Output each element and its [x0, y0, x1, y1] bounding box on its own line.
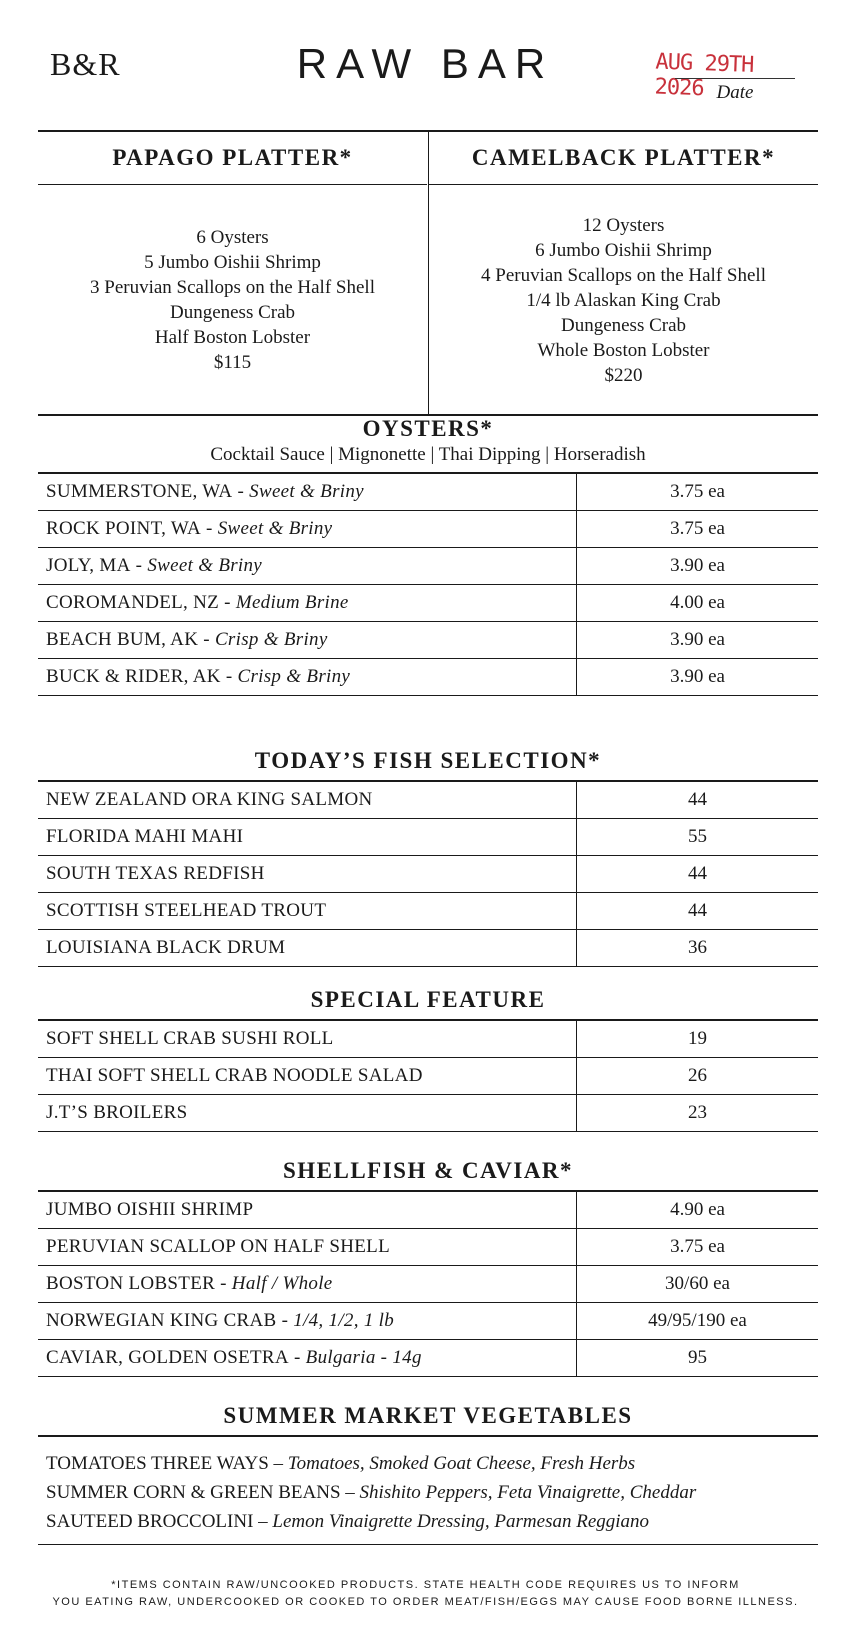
item-price: 4.00 ea	[670, 592, 725, 613]
item-name-cell	[38, 1340, 577, 1376]
vegetable-item	[46, 1507, 810, 1536]
platter-item: 6 Jumbo Oishii Shrimp	[535, 239, 712, 261]
platter-item: 4 Peruvian Scallops on the Half Shell	[481, 264, 766, 286]
item-price: 49/95/190 ea	[648, 1310, 747, 1331]
shellfish-section	[38, 1158, 818, 1377]
item-description: - Half / Whole	[215, 1273, 333, 1294]
item-name: PERUVIAN SCALLOP ON HALF SHELL	[46, 1236, 390, 1257]
item-name-cell	[38, 585, 577, 621]
platter-item: 6 Oysters	[196, 227, 269, 248]
item-name: J.T’S BROILERS	[46, 1102, 188, 1123]
item-description: - Bulgaria - 14g	[288, 1347, 422, 1368]
table-row	[38, 782, 818, 819]
vegetable-item	[46, 1478, 810, 1507]
item-description: - Sweet & Briny	[130, 555, 263, 576]
item-name-cell	[38, 856, 577, 892]
item-name-cell	[38, 548, 577, 584]
item-name-cell	[38, 819, 577, 855]
item-name-cell	[38, 1303, 577, 1339]
table-row	[38, 893, 818, 930]
table-row	[38, 1192, 818, 1229]
platter-item: Dungeness Crab	[169, 302, 296, 323]
platter-item: Whole Boston Lobster	[537, 339, 710, 361]
table-row	[38, 548, 818, 585]
item-name-cell	[38, 1229, 577, 1265]
item-price: 3.75 ea	[670, 518, 725, 539]
vegetables-section	[38, 1403, 818, 1545]
platter-camelback	[428, 132, 818, 414]
vegetable-description: Lemon Vinaigrette Dressing, Parmesan Reggiano	[272, 1511, 650, 1532]
table-row	[38, 856, 818, 893]
item-name: BOSTON LOBSTER	[46, 1273, 216, 1294]
table-row	[38, 1021, 818, 1058]
item-price: 3.75 ea	[670, 1236, 725, 1257]
table-row	[38, 1266, 818, 1303]
item-name: ROCK POINT, WA	[46, 518, 201, 539]
platter-price: $115	[213, 352, 252, 373]
platters-table	[38, 130, 818, 416]
table-row	[38, 585, 818, 622]
table-row	[38, 659, 818, 696]
item-price: 3.90 ea	[670, 629, 725, 650]
date-label: Date	[716, 82, 754, 103]
table-row	[38, 511, 818, 548]
platter-price: $220	[604, 364, 643, 386]
item-name-cell	[38, 1266, 577, 1302]
item-name-cell	[38, 659, 577, 695]
platter-item: 1/4 lb Alaskan King Crab	[526, 289, 721, 311]
platter-item: 3 Peruvian Scallops on the Half Shell	[90, 277, 375, 298]
footnote-line-1: *ITEMS CONTAIN RAW/UNCOOKED PRODUCTS. STATE HEALTH CODE REQUIRES US TO INFORM	[111, 1579, 740, 1591]
vegetable-description: Tomatoes, Smoked Goat Cheese, Fresh Herbs	[287, 1453, 636, 1474]
date-stamp: AUG 29TH 2026	[654, 49, 754, 102]
platter-item: 12 Oysters	[582, 214, 665, 236]
item-description: - Crisp & Briny	[198, 629, 328, 650]
vegetable-name: TOMATOES THREE WAYS –	[46, 1453, 288, 1474]
item-description: - 1/4, 1/2, 1 lb	[276, 1310, 395, 1331]
section-title: SUMMER MARKET VEGETABLES	[223, 1403, 633, 1428]
section-title: SPECIAL FEATURE	[310, 987, 546, 1012]
item-name: SOFT SHELL CRAB SUSHI ROLL	[46, 1028, 334, 1049]
special-section	[38, 987, 818, 1132]
item-name-cell	[38, 893, 577, 929]
item-description: - Sweet & Briny	[200, 518, 333, 539]
section-title: SHELLFISH & CAVIAR*	[282, 1158, 574, 1183]
item-name: SOUTH TEXAS REDFISH	[46, 863, 265, 884]
item-name-cell	[38, 474, 577, 510]
item-name-cell	[38, 1192, 577, 1228]
platter-title: CAMELBACK PLATTER*	[429, 132, 818, 185]
section-title: TODAY’S FISH SELECTION*	[254, 748, 602, 773]
platter-item: 5 Jumbo Oishii Shrimp	[144, 252, 321, 273]
item-name-cell	[38, 1058, 577, 1094]
shellfish-table	[38, 1190, 818, 1377]
item-name: NEW ZEALAND ORA KING SALMON	[46, 789, 373, 810]
item-name: FLORIDA MAHI MAHI	[46, 826, 244, 847]
section-title: OYSTERS*	[362, 416, 494, 441]
vegetables-list	[38, 1435, 818, 1545]
item-price: 26	[688, 1065, 707, 1086]
fish-section	[38, 748, 818, 967]
item-name-cell	[38, 782, 577, 818]
date-underline	[675, 78, 795, 79]
table-row	[38, 474, 818, 511]
item-name: SUMMERSTONE, WA	[46, 481, 233, 502]
item-price: 36	[688, 937, 707, 958]
item-price: 44	[688, 863, 707, 884]
item-name-cell	[38, 1021, 577, 1057]
item-price: 3.75 ea	[670, 481, 725, 502]
item-price: 19	[688, 1028, 707, 1049]
table-row	[38, 1303, 818, 1340]
item-name-cell	[38, 622, 577, 658]
item-description: - Crisp & Briny	[220, 666, 351, 687]
item-name: LOUISIANA BLACK DRUM	[46, 937, 286, 958]
table-row	[38, 1095, 818, 1132]
item-price: 55	[688, 826, 707, 847]
oysters-table	[38, 472, 818, 696]
item-name: JUMBO OISHII SHRIMP	[46, 1199, 254, 1220]
item-price: 3.90 ea	[670, 666, 725, 687]
item-price: 44	[688, 789, 707, 810]
item-name: COROMANDEL, NZ	[46, 592, 220, 613]
section-subtitle: Cocktail Sauce | Mignonette | Thai Dipping | Horseradish	[210, 444, 646, 465]
vegetable-name: SUMMER CORN & GREEN BEANS –	[46, 1482, 360, 1503]
table-row	[38, 930, 818, 967]
item-name-cell	[38, 1095, 577, 1131]
table-row	[38, 1340, 818, 1377]
item-name: NORWEGIAN KING CRAB	[46, 1310, 277, 1331]
item-price: 95	[688, 1347, 707, 1368]
item-name-cell	[38, 930, 577, 966]
item-name: BEACH BUM, AK	[46, 629, 199, 650]
footnote-line-2: YOU EATING RAW, UNDERCOOKED OR COOKED TO ORDER MEAT/FISH/EGGS MAY CAUSE FOOD BORNE ILLNESS.	[52, 1596, 799, 1608]
item-name: SCOTTISH STEELHEAD TROUT	[46, 900, 327, 921]
health-footnote	[0, 1577, 851, 1611]
vegetable-item	[46, 1449, 810, 1478]
item-name: BUCK & RIDER, AK	[46, 666, 221, 687]
item-name-cell	[38, 511, 577, 547]
item-price: 3.90 ea	[670, 555, 725, 576]
item-name: CAVIAR, GOLDEN OSETRA	[46, 1347, 289, 1368]
item-description: - Sweet & Briny	[232, 481, 364, 502]
item-price: 30/60 ea	[665, 1273, 730, 1294]
vegetable-name: SAUTEED BROCCOLINI –	[46, 1511, 273, 1532]
oysters-section	[38, 416, 818, 696]
platter-item: Half Boston Lobster	[154, 327, 311, 348]
platter-papago	[38, 132, 427, 414]
item-price: 4.90 ea	[670, 1199, 725, 1220]
special-table	[38, 1019, 818, 1132]
item-name: JOLY, MA	[46, 555, 131, 576]
item-description: - Medium Brine	[219, 592, 349, 613]
table-row	[38, 1229, 818, 1266]
item-name: THAI SOFT SHELL CRAB NOODLE SALAD	[46, 1065, 423, 1086]
table-row	[38, 819, 818, 856]
page-title: RAW BAR	[296, 40, 555, 87]
fish-table	[38, 780, 818, 967]
table-row	[38, 1058, 818, 1095]
brand-logo: B&R	[50, 46, 121, 82]
vegetable-description: Shishito Peppers, Feta Vinaigrette, Cheddar	[359, 1482, 697, 1503]
platter-title: PAPAGO PLATTER*	[38, 132, 427, 185]
item-price: 23	[688, 1102, 707, 1123]
platter-item: Dungeness Crab	[560, 314, 687, 336]
item-price: 44	[688, 900, 707, 921]
platter-items	[429, 186, 818, 414]
platter-items	[38, 186, 427, 414]
table-row	[38, 622, 818, 659]
